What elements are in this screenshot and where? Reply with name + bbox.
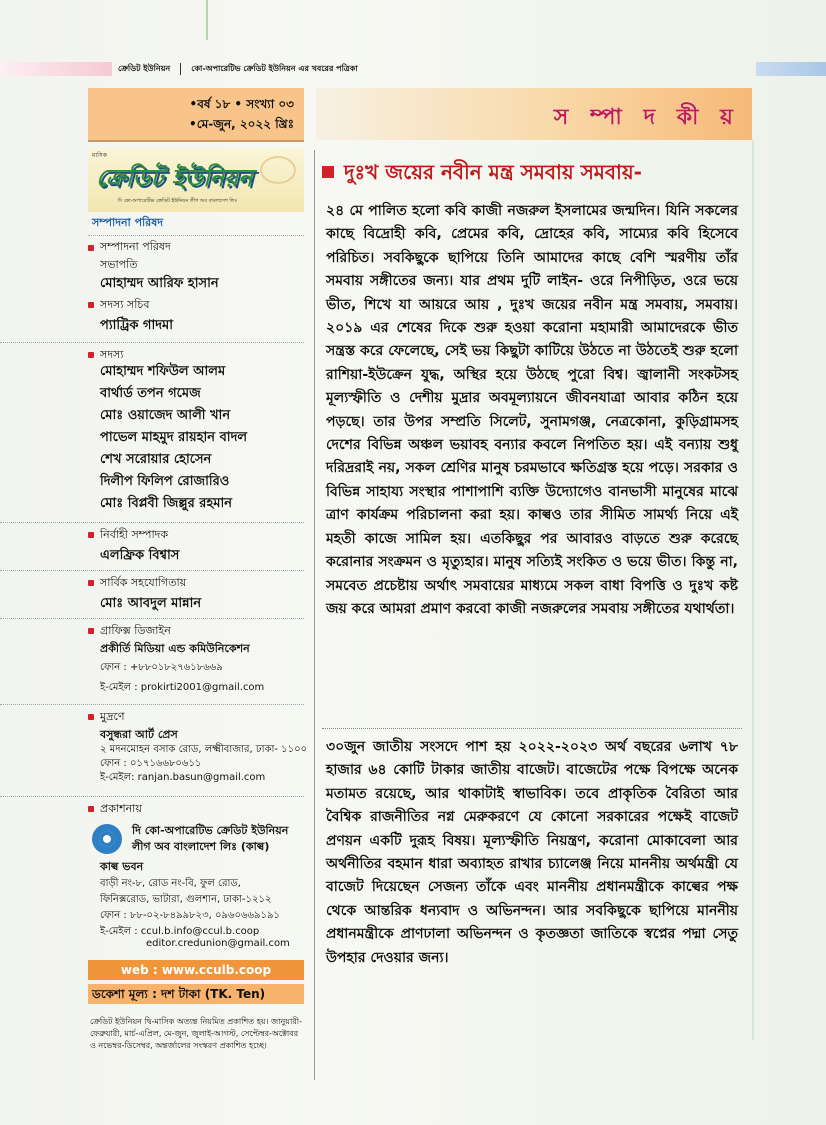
publisher-address-1: বাড়ী নং-৮, রোড নং-বি, ফুল রোড,	[100, 878, 241, 889]
cooperation-label: সার্বিক সহযোগিতায়	[100, 576, 187, 589]
member-name: পাভেল মাহমুদ রায়হান বাদল	[100, 430, 248, 445]
article-headline: দুঃখ জয়ের নবীন মন্ত্র সমবায় সমবায়-	[344, 160, 642, 184]
publisher-name-line1: দি কো-অপারেটিভ ক্রেডিট ইউনিয়ন	[132, 824, 289, 837]
article-paragraph-2: ৩০জুন জাতীয় সংসদে পাশ হয় ২০২২-২০২৩ অর্থ বছরের ৬লাখ ৭৮ হাজার ৬৪ কোটি টাকার জাতীয় বাজেট। বাজেটের পক্ষে বিপক্ষে অনেক মতামত রয়েছে, আর থাকাটাই স্বাভাবিক। তবে প্রাকৃতিক বৈরিতা আর বৈশ্বিক রাজনীতির নগ্ন মেরুকরণে যে কোনো সরকারের পক্ষেই বাজেট প্রণয়ন একটি দুরূহ বিষয়। মূল্যস্ফীতি নিয়ন্ত্রণ, করোনা মোকাবেলা আর অর্থনীতির বহমান ধারা অব্যাহত রাখার চ্যালেঞ্জ নিয়ে মাননীয় অর্থমন্ত্রী যে বাজেট দিয়েছেন সেজন্য তাঁকে এবং মাননীয় প্রধানমন্ত্রীকে কাল্বের পক্ষ থেকে আন্তরিক ধন্যবাদ ও অভিনন্দন। আর সবকিছুকে ছাপিয়ে মাননীয় প্রধানমন্ত্রীকে প্রাণঢালা অভিনন্দন ও কৃতজ্ঞতা জাতিকে স্বপ্নের পদ্মা সেতু উপহার দেওয়ার জন্য।	[326, 739, 738, 966]
exec-editor-name: এলফ্রিক বিশ্বাস	[100, 548, 180, 563]
bullet-icon	[88, 352, 94, 358]
exec-editor-label: নির্বাহী সম্পাদক	[100, 528, 169, 541]
member-name: মোহাম্মদ শফিউল আলম	[100, 364, 226, 379]
publisher-label: প্রকাশনায়	[100, 802, 142, 815]
section-title: স ম্পা দ কী য়	[553, 105, 740, 130]
divider	[0, 522, 304, 523]
board-label: সম্পাদনা পরিষদ	[100, 240, 171, 253]
logo-small-text: মাসিক	[92, 152, 107, 159]
publisher-building: কাল্ব ভবন	[100, 860, 144, 873]
divider	[0, 704, 304, 705]
issue-date: •মে-জুন, ২০২২ খ্রিঃ	[189, 117, 294, 131]
publisher-email-1: ই-মেইল : ccul.b.info@ccul.b.coop	[100, 926, 260, 937]
masthead-logo	[88, 148, 304, 212]
printer-name: বসুন্ধরা আর্ট প্রেস	[100, 728, 178, 741]
logo-name: ক্রেডিট ইউনিয়ন	[96, 164, 253, 192]
printer-address: ২ মদনমোহন বসাক রোড, লক্ষ্মীবাজার, ঢাকা- ১১০০	[100, 744, 308, 755]
bullet-icon	[88, 714, 94, 720]
article-paragraph-1: ২৪ মে পালিত হলো কবি কাজী নজরুল ইসলামের জন্মদিন। যিনি সকলের কাছে বিদ্রোহী কবি, প্রেমের কবি, দ্রোহের কবি, সাম্যের কবি হিসেবে পরিচিত। সবকিছুকে ছাপিয়ে তিনি আমাদের কাছে বেশি স্মরণীয় তাঁর সমবায় সঙ্গীতের জন্য। যার প্রথম দুটি লাইন- ওরে নিপীড়িত, ওরে ভয়ে ভীত, শিখে যা আয়রে আয় , দুঃখ জয়ের নবীন মন্ত্র সমবায়, সমবায়। ২০১৯ এর শেষের দিকে শুরু হওয়া করোনা মহামারী আমাদেরকে ভীত সন্ত্রস্ত করে ফেলেছে, সেই ভয় কিছুটা কাটিয়ে উঠতে না উঠতেই শুরু হলো রাশিয়া-ইউক্রেন যুদ্ধ, অস্থির হয়ে উঠছে পুরো বিশ্ব। জ্বালানী সংকটসহ মূল্যস্ফীতি ও দেশীয় মুদ্রার অবমূল্যায়নে জীবনযাত্রা আবার কঠিন হয়ে পড়ছে। তার উপর সম্প্রতি সিলেট, সুনামগঞ্জ, নেত্রকোনা, কুড়িগ্রামসহ দেশের বিভিন্ন অঞ্চল ভয়াবহ বন্যার কবলে নিপতিত হয়। এই বন্যায় শুধু দরিদ্ররাই নয়, সকল শ্রেণির মানুষ চরমভাবে ক্ষতিগ্রস্ত হয়ে পড়ে। সরকার ও বিভিন্ন সাহায্য সংস্থার পাশাপাশি ব্যক্তি উদ্যোগেও বানভাসী মানুষের মাঝে ত্রাণ কার্যক্রম পরিচালনা করা হয়। কাল্বও তার সীমিত সামর্থ্য নিয়ে এই মহতী কাজে সামিল হয়। এতকিছুর পর আবারও বাড়তে শুরু করেছে করোনার সংক্রমন ও মৃত্যুহার। মানুষ সত্যিই সংকিত ও ভয়ে ভীত। কিন্তু না, সমবেত প্রচেষ্টায় অর্থাৎ সমবায়ের মাধ্যমে সকল বাধা বিপত্তি ও দুঃখ কষ্ট জয় করে আমরা প্রমাণ করবো কাজী নজরুলের সমবায় সঙ্গীতের যথার্থতা।	[326, 203, 738, 617]
chairman-name: মোহাম্মদ আরিফ হাসান	[100, 276, 219, 291]
running-header-brand: ক্রেডিট ইউনিয়ন	[118, 63, 171, 73]
publisher-phone: ফোন : ৮৮-০২-৮৪৯৯৮২৩, ০৯৬০৬৬৯১৯১	[100, 910, 280, 921]
right-guide-line	[752, 140, 754, 1040]
divider	[0, 618, 304, 619]
coop-logo-icon	[92, 824, 122, 854]
website-link[interactable]: web : www.cculb.coop	[88, 960, 304, 980]
member-name: শেখ সরোয়ার হোসেন	[100, 452, 212, 467]
top-strip-right	[756, 62, 826, 76]
member-name: দিলীপ ফিলিপ রোজারিও	[100, 474, 230, 489]
publisher-email-2: editor.credunion@gmail.com	[146, 938, 290, 949]
graphics-email: ই-মেইল : prokirti2001@gmail.com	[100, 682, 265, 693]
column-divider	[314, 150, 315, 1080]
publisher-address-2: ফিনিক্সরোড, ভাটারা, গুলশান, ঢাকা-১২১২	[100, 894, 272, 905]
graphics-phone: ফোন : +৮৮০১৮২৭৬১৮৬৬৯	[100, 662, 223, 673]
bullet-icon	[88, 532, 94, 538]
top-strip-left	[0, 62, 112, 76]
section-banner	[316, 88, 752, 140]
bullet-icon	[88, 806, 94, 812]
printer-email: ই-মেইল: ranjan.basun@gmail.com	[100, 772, 266, 783]
issue-volume: •বর্ষ ১৮ • সংখ্যা ০৩	[189, 97, 294, 111]
secretary-label: সদস্য সচিব	[100, 298, 150, 311]
member-name: মোঃ ওয়াজেদ আলী খান	[100, 408, 231, 423]
editorial-council-heading: সম্পাদনা পরিষদ	[88, 214, 304, 236]
running-header	[118, 60, 410, 78]
top-guide-line	[206, 0, 208, 40]
paragraph-divider	[322, 728, 742, 729]
divider	[0, 342, 304, 343]
member-name: বার্থার্ড তপন গমেজ	[100, 386, 201, 401]
publication-note: ক্রেডিট ইউনিয়ন দ্বি-মাসিক অত্যন্ত নিয়মিত প্রকাশিত হয়। জানুয়ারী-ফেব্রুয়ারী, মার্চ-এপ্রিল, মে-জুন, জুলাই-আগস্ট, সেপ্টেম্বর-অক্টোবর ও নভেম্বর-ডিসেম্বর, অন্তর্জালের সংস্করণ প্রকাশিত হচ্ছে।	[90, 1017, 302, 1050]
issue-info-box	[88, 88, 304, 142]
article-headline-box	[316, 156, 752, 190]
chairman-label: সভাপতি	[100, 258, 138, 271]
bullet-icon	[88, 245, 94, 251]
members-label: সদস্য	[100, 348, 124, 361]
cooperation-name: মোঃ আবদুল মান্নান	[100, 596, 202, 611]
price-label: ডকেশা মূল্য : দশ টাকা (TK. Ten)	[88, 984, 304, 1004]
member-name: মোঃ বিপ্লবী জিল্লুর রহমান	[100, 496, 233, 511]
graphics-company: প্রকীর্তি মিডিয়া এন্ড কমিউনিকেশন	[100, 642, 250, 655]
bullet-icon	[88, 628, 94, 634]
publisher-name-line2: লীগ অব বাংলাদেশ লিঃ (কাল্ব)	[132, 840, 270, 853]
running-header-divider	[180, 63, 181, 75]
running-header-subtitle: কো-অপারেটিভ ক্রেডিট ইউনিয়ন এর খবরের পত্রিকা	[191, 63, 358, 73]
logo-tagline: দি কো-অপারেটিভ ক্রেডিট ইউনিয়ন লীগ অব বাংলাদেশ লিঃ	[118, 198, 238, 204]
logo-rings-icon	[260, 156, 296, 184]
divider	[0, 570, 304, 571]
bullet-icon	[88, 302, 94, 308]
secretary-name: প্যাট্রিক গাদমা	[100, 318, 174, 333]
divider	[0, 796, 304, 797]
bullet-icon	[88, 580, 94, 586]
graphics-label: গ্রাফিক্স ডিজাইন	[100, 624, 171, 637]
printer-label: মুদ্রণে	[100, 710, 125, 723]
printer-phone: ফোন : ০১৭১৬৬৮০৬১১	[100, 758, 202, 769]
headline-bullet-icon	[322, 166, 334, 178]
